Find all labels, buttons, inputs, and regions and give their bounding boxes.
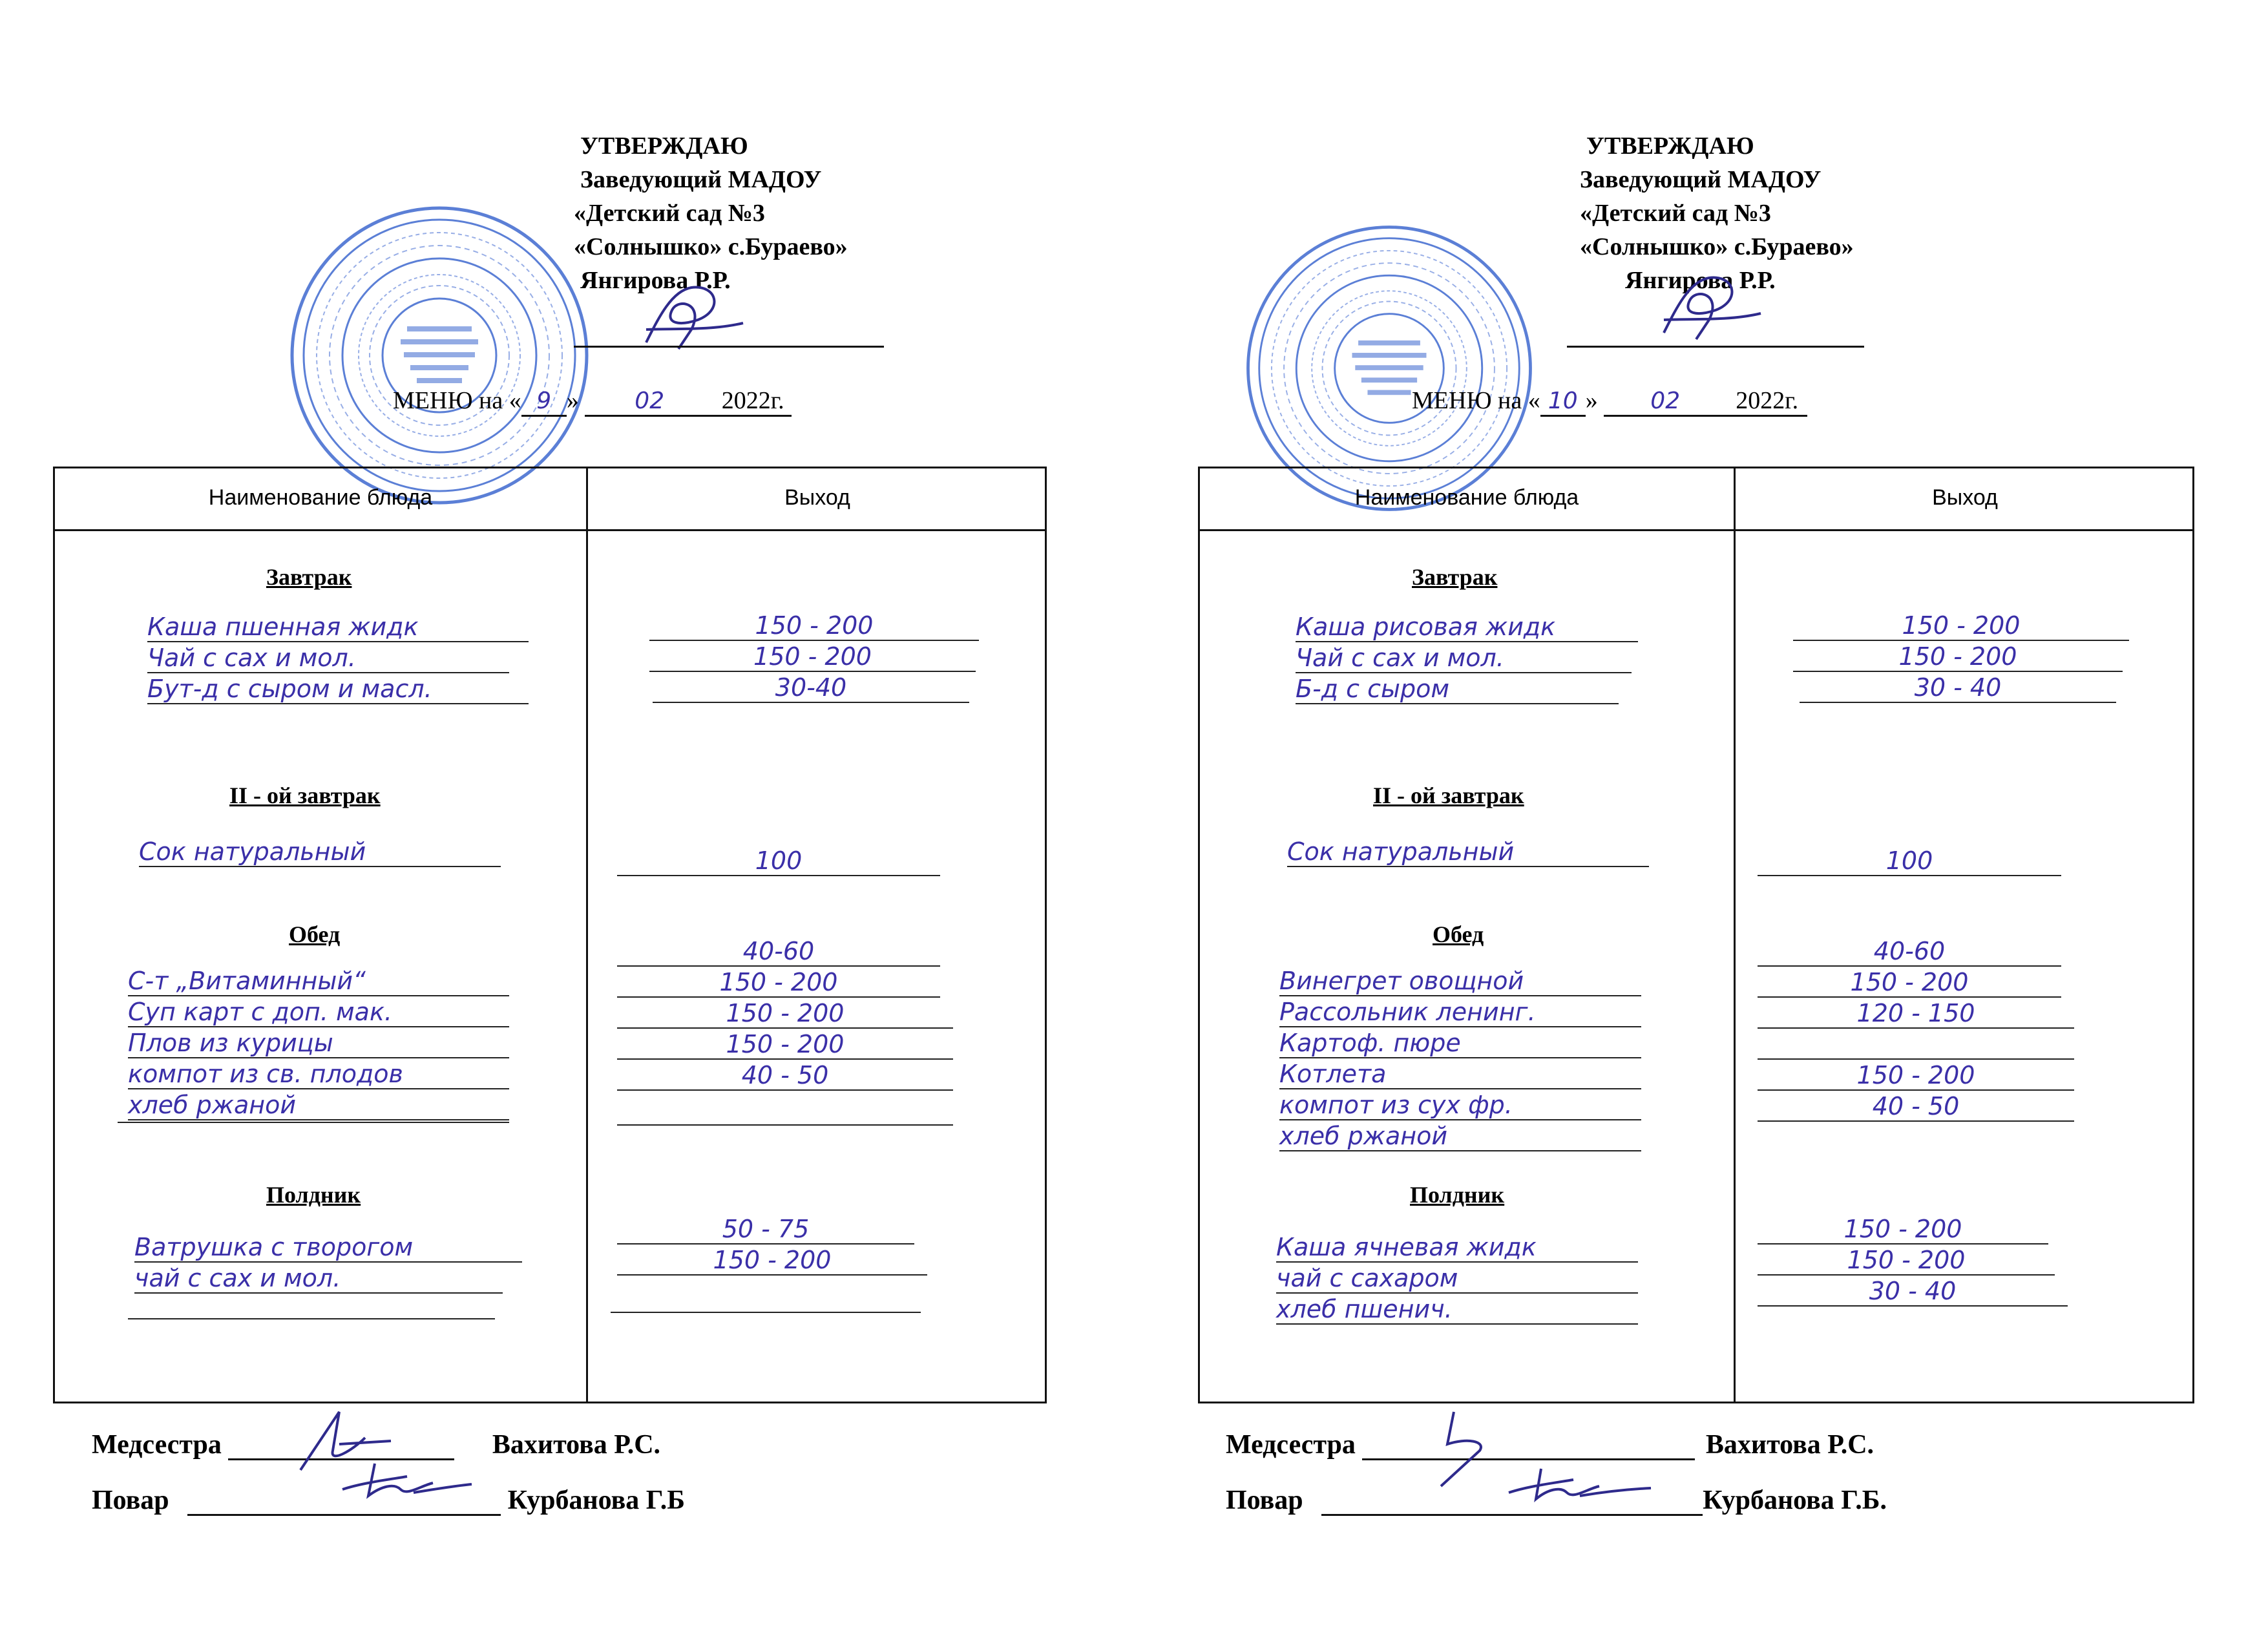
section-lunch: Обед [289,921,341,947]
nurse-name: Вахитова Р.С. [1705,1430,1874,1460]
yield-item: 150 - 200 [1758,1061,2074,1091]
dish-item: Сок натуральный [139,837,501,867]
menu-quote: » [566,387,579,414]
approval-head-name: Янгирова Р.Р. [580,267,731,294]
director-signature [633,278,750,355]
approval-position: Заведующий МАДОУ [1580,166,1822,193]
dish-item: Винегрет овощной [1279,967,1641,996]
header-yield: Выход [784,485,850,510]
approval-position: Заведующий МАДОУ [580,166,822,193]
menu-label: МЕНЮ на « [1412,387,1540,414]
director-sign-line [1567,346,1864,348]
yield-item: 150 - 200 [1758,968,2061,998]
cook-label: Повар [92,1486,169,1515]
nurse-name: Вахитова Р.С. [492,1430,661,1460]
yield-item: 150 - 200 [1793,642,2123,672]
dish-item: хлеб ржаной [1279,1122,1641,1151]
director-signature [1651,265,1767,349]
dish-item: компот из сух фр. [1279,1091,1641,1120]
menu-label: МЕНЮ на « [393,387,521,414]
nurse-label: Медсестра [1226,1430,1356,1460]
blank-line [611,1312,921,1313]
dish-item: Чай с сах и мол. [1296,644,1632,673]
column-divider [1734,468,1736,1402]
dish-item: хлеб ржаной [128,1091,509,1120]
cook-label: Повар [1226,1486,1303,1515]
column-divider [586,468,588,1402]
yield-item: 40 - 50 [1758,1092,2074,1122]
approval-org-location: «Солнышко» с.Бураево» [1580,233,1854,260]
yield-item: 150 - 200 [1758,1215,2048,1245]
yield-item: 100 [617,846,940,876]
menu-day: 10 [1548,388,1578,414]
menu-year: 2022г. [714,386,792,417]
section-second-breakfast: II - ой завтрак [1373,782,1524,808]
dish-item: Плов из курицы [128,1029,509,1058]
dish-item: Каша рисовая жидк [1296,613,1638,642]
approval-head-name: Янгирова Р.Р. [1625,267,1776,294]
yield-item: 100 [1758,846,2061,876]
round-stamp [284,200,594,510]
yield-item [1758,1030,2074,1060]
director-sign-line [574,346,884,348]
dish-item: компот из св. плодов [128,1060,509,1089]
dish-item: Суп карт с доп. мак. [128,998,509,1027]
dish-item: Котлета [1279,1060,1641,1089]
approval-title: УТВЕРЖДАЮ [580,132,748,160]
menu-month: 02 [635,388,665,414]
dish-item: Картоф. пюре [1279,1029,1641,1058]
yield-item: 30-40 [653,673,969,703]
yield-item: 150 - 200 [649,642,976,672]
section-breakfast: Завтрак [1412,564,1498,590]
blank-line [617,1124,953,1126]
menu-date-line [393,386,792,417]
menu-date-line [1412,386,1807,417]
yield-item: 50 - 75 [617,1215,914,1245]
yield-item: 150 - 200 [1793,611,2129,641]
yield-item: 40-60 [1758,937,2061,967]
header-yield: Выход [1932,485,1998,510]
menu-month: 02 [1650,388,1681,414]
section-snack: Полдник [266,1182,361,1208]
approval-org: «Детский сад №3 [1580,200,1771,227]
yield-item: 150 - 200 [617,968,940,998]
yield-item: 150 - 200 [649,611,979,641]
nurse-sign-blank [1362,1433,1695,1460]
nurse-label: Медсестра [92,1430,222,1460]
section-snack: Полдник [1410,1182,1505,1208]
yield-item: 120 - 150 [1758,999,2074,1029]
approval-org: «Детский сад №3 [574,200,765,227]
section-lunch: Обед [1433,921,1484,947]
cook-signature [336,1457,478,1509]
dish-item: С-т „Витаминный“ [128,967,509,996]
dish-item: Каша пшенная жидк [147,613,529,642]
dish-item: чай с сахаром [1276,1264,1638,1294]
nurse-line [1226,1429,1874,1460]
dish-item: Каша ячневая жидк [1276,1233,1638,1263]
section-breakfast: Завтрак [266,564,352,590]
header-dish: Наименование блюда [1354,485,1579,510]
blank-line [118,1122,509,1123]
approval-block [574,129,848,297]
yield-item: 40 - 50 [617,1061,953,1091]
menu-sheet-right [1134,0,2268,1649]
dish-item: Сок натуральный [1287,837,1649,867]
header-dish: Наименование блюда [208,485,433,510]
section-second-breakfast: II - ой завтрак [229,782,381,808]
dish-item: Ватрушка с творогом [134,1233,522,1263]
yield-item: 30 - 40 [1758,1277,2068,1307]
cook-signature [1502,1464,1657,1509]
dish-item: чай с сах и мол. [134,1264,503,1294]
cook-name: Курбанова Г.Б [507,1486,686,1515]
dish-item: Чай с сах и мол. [147,644,509,673]
menu-day: 9 [536,388,552,414]
blank-line [128,1318,495,1319]
approval-title: УТВЕРЖДАЮ [1586,132,1754,160]
yield-item: 150 - 200 [617,1246,927,1276]
dish-item: Бут-д с сыром и масл. [147,675,529,704]
yield-item: 30 - 40 [1800,673,2116,703]
dish-item: Рассольник ленинг. [1279,998,1641,1027]
yield-item: 40-60 [617,937,940,967]
dish-item: Б-д с сыром [1296,675,1619,704]
menu-year: 2022г. [1727,386,1807,417]
yield-item: 150 - 200 [617,1030,953,1060]
dish-item: хлеб пшенич. [1276,1295,1638,1325]
cook-name: Курбанова Г.Б. [1703,1486,1887,1515]
approval-org-location: «Солнышко» с.Бураево» [574,233,848,260]
yield-item: 150 - 200 [617,999,953,1029]
menu-quote: » [1585,387,1598,414]
yield-item: 150 - 200 [1758,1246,2055,1276]
